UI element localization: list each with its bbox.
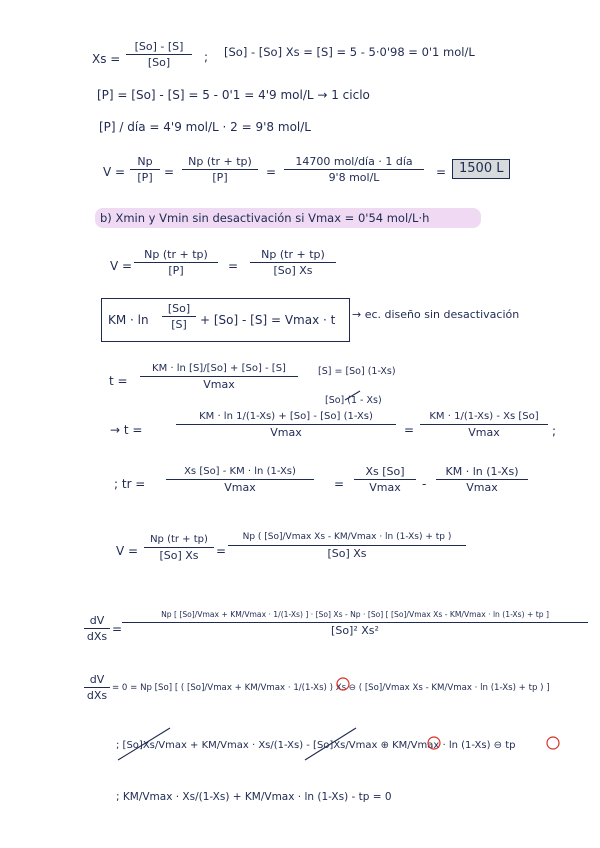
vb-lhs: V = bbox=[110, 259, 133, 273]
volume-eq-2: = bbox=[164, 165, 175, 179]
t2-lhs: → t = bbox=[110, 423, 143, 437]
tr-eq: = bbox=[334, 477, 345, 491]
dv-fraction: Np [ [So]/Vmax + KM/Vmax · 1/(1-Xs) ] · [So] Xs - Np · [So] [ [So]/Vmax Xs - KM/Vmax · ln (1-Xs) + tp ] [So]² Xs² bbox=[122, 608, 588, 637]
tr-lhs: ; tr = bbox=[114, 477, 146, 491]
t-substitution: [S] = [So] (1-Xs) bbox=[318, 366, 396, 377]
product-per-day-eq: [P] / día = 4'9 mol/L · 2 = 9'8 mol/L bbox=[99, 120, 311, 134]
volume-result-box: 1500 L bbox=[452, 159, 510, 179]
xs-eq-rhs: [So] - [So] Xs = [S] = 5 - 5·0'98 = 0'1 mol/L bbox=[224, 45, 475, 59]
t2-end: ; bbox=[552, 424, 557, 438]
vb-eq: = bbox=[228, 259, 239, 273]
t2-fraction: KM · ln 1/(1-Xs) + [So] - [So] (1-Xs) Vmax bbox=[176, 410, 396, 439]
vb-frac-2: Np (tr + tp) [So] Xs bbox=[250, 248, 336, 277]
dv-lhs: dV dXs bbox=[84, 614, 110, 643]
box-note: → ec. diseño sin desactivación bbox=[352, 308, 520, 321]
tr-fraction-2: Xs [So] Vmax bbox=[354, 465, 416, 494]
line-13: ; [So]Xs/Vmax + KM/Vmax · Xs/(1-Xs) - [So]Xs/Vmax ⊕ KM/Vmax · ln (1-Xs) ⊖ tp bbox=[116, 740, 516, 751]
t2-rhs-fraction: KM · 1/(1-Xs) - Xs [So] Vmax bbox=[420, 410, 548, 439]
dv2-body: = 0 = Np [So] [ ( [So]/Vmax + KM/Vmax · 1/(1-Xs) ) Xs ⊖ ( [So]/Vmax Xs - KM/Vmax · ln (1-Xs) + tp ) ] bbox=[112, 683, 550, 693]
volume-frac-3: 14700 mol/día · 1 día 9'8 mol/L bbox=[284, 155, 424, 184]
vc-lhs: V = bbox=[116, 544, 139, 558]
tr-fraction: Xs [So] - KM · ln (1-Xs) Vmax bbox=[166, 465, 314, 494]
section-b-heading: b) Xmin y Vmin sin desactivación si Vmax = 0'54 mol/L·h bbox=[100, 211, 430, 225]
t-substitution-2: [So] (1 - Xs) bbox=[325, 395, 382, 406]
vc-frac-2: Np ( [So]/Vmax Xs - KM/Vmax · ln (1-Xs) + tp ) [So] Xs bbox=[228, 531, 466, 560]
vc-frac-1: Np (tr + tp) [So] Xs bbox=[144, 533, 214, 562]
t-fraction: KM · ln [S]/[So] + [So] - [S] Vmax bbox=[140, 362, 298, 391]
xs-eq-lhs: Xs = bbox=[92, 52, 121, 66]
vc-eq: = bbox=[216, 544, 227, 558]
t-lhs: t = bbox=[109, 374, 128, 388]
tr-fraction-3: KM · ln (1-Xs) Vmax bbox=[436, 465, 528, 494]
box-fraction: [So] [S] bbox=[162, 302, 196, 331]
product-eq: [P] = [So] - [S] = 5 - 0'1 = 4'9 mol/L → 1 ciclo bbox=[97, 88, 370, 102]
box-km-ln: KM · ln bbox=[108, 313, 149, 327]
t2-eq: = bbox=[404, 423, 415, 437]
xs-eq-fraction: [So] - [S] [So] bbox=[126, 40, 192, 69]
volume-eq-4: = bbox=[436, 165, 447, 179]
volume-frac-2: Np (tr + tp) [P] bbox=[182, 155, 258, 184]
xs-eq-sep: ; bbox=[204, 50, 209, 64]
tr-minus: - bbox=[422, 477, 427, 491]
vb-frac-1: Np (tr + tp) [P] bbox=[134, 248, 218, 277]
volume-eq-3: = bbox=[266, 165, 277, 179]
volume-eq-lhs: V = bbox=[103, 165, 126, 179]
dv2-lhs: dV dXs bbox=[84, 673, 110, 702]
dv-eq: = bbox=[112, 622, 123, 636]
volume-frac-1: Np [P] bbox=[130, 155, 160, 184]
line-14: ; KM/Vmax · Xs/(1-Xs) + KM/Vmax · ln (1-Xs) - tp = 0 bbox=[116, 791, 392, 803]
box-rest: + [So] - [S] = Vmax · t bbox=[200, 313, 336, 327]
